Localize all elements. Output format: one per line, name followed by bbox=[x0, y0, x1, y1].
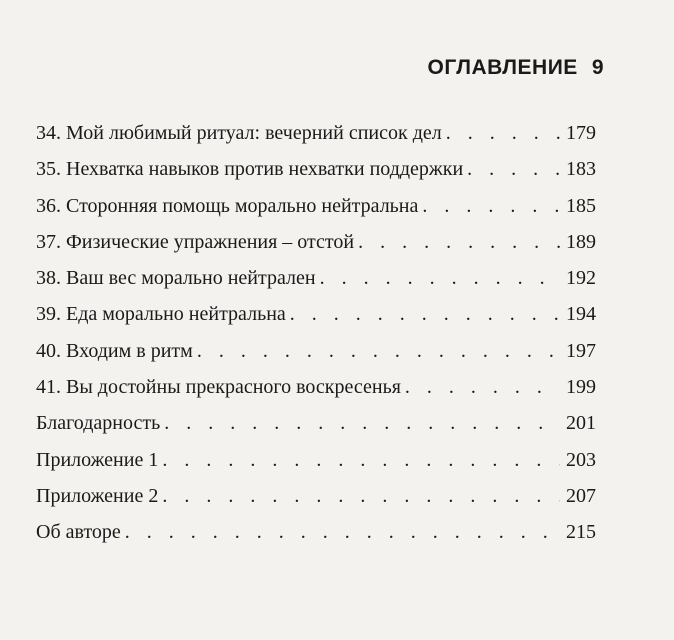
toc-leader-dots bbox=[162, 442, 560, 478]
toc-entry bbox=[36, 188, 596, 224]
toc-entry bbox=[36, 333, 596, 369]
toc-entry-title: Благодарность bbox=[36, 412, 161, 435]
toc-entry-page: 201 bbox=[566, 412, 596, 435]
toc-entry-title: 35. Нехватка навыков против нехватки поддержки bbox=[36, 158, 464, 181]
toc-entry-page: 192 bbox=[566, 267, 596, 290]
toc-entry-title: 37. Физические упражнения – отстой bbox=[36, 230, 355, 253]
toc-entry-title: 41. Вы достойны прекрасного воскресенья bbox=[36, 376, 401, 399]
header-page-number: 9 bbox=[591, 56, 604, 79]
toc-entry-page: 203 bbox=[566, 448, 596, 471]
toc-entry bbox=[36, 405, 596, 441]
toc-entry-page: 194 bbox=[566, 303, 596, 326]
toc-entry bbox=[36, 260, 596, 296]
toc-leader-dots bbox=[125, 514, 560, 550]
toc-leader-dots bbox=[164, 405, 560, 441]
table-of-contents bbox=[36, 115, 596, 551]
toc-entry-page: 183 bbox=[566, 158, 596, 181]
toc-entry-title: 38. Ваш вес морально нейтрален bbox=[36, 267, 316, 290]
toc-leader-dots bbox=[358, 224, 560, 260]
toc-entry bbox=[36, 514, 596, 550]
toc-leader-dots bbox=[422, 188, 560, 224]
toc-entry bbox=[36, 151, 596, 187]
toc-entry-page: 179 bbox=[566, 122, 596, 144]
toc-entry-title: Приложение 1 bbox=[36, 448, 159, 471]
toc-entry-title: Об авторе bbox=[36, 521, 121, 544]
toc-entry-page: 185 bbox=[566, 194, 596, 217]
toc-entry bbox=[36, 296, 596, 332]
toc-leader-dots bbox=[467, 151, 560, 187]
toc-leader-dots bbox=[197, 333, 560, 369]
running-header bbox=[428, 56, 604, 80]
toc-entry bbox=[36, 369, 596, 405]
toc-entry-title: 36. Сторонняя помощь морально нейтральна bbox=[36, 194, 419, 217]
toc-leader-dots bbox=[446, 115, 560, 151]
toc-entry bbox=[36, 224, 596, 260]
toc-entry-title: 39. Еда морально нейтральна bbox=[36, 303, 286, 326]
toc-entry bbox=[36, 478, 596, 514]
header-title: ОГЛАВЛЕНИЕ bbox=[427, 56, 578, 79]
toc-leader-dots bbox=[162, 478, 560, 514]
toc-entry-page: 215 bbox=[566, 521, 596, 544]
toc-entry-page: 189 bbox=[566, 230, 596, 253]
toc-leader-dots bbox=[405, 369, 560, 405]
toc-entry-title: 40. Входим в ритм bbox=[36, 339, 193, 362]
toc-entry bbox=[36, 115, 596, 151]
toc-entry-page: 199 bbox=[566, 376, 596, 399]
toc-entry bbox=[36, 442, 596, 478]
toc-entry-title: Приложение 2 bbox=[36, 484, 159, 507]
toc-entry-page: 207 bbox=[566, 484, 596, 507]
toc-leader-dots bbox=[290, 296, 560, 332]
toc-leader-dots bbox=[320, 260, 560, 296]
toc-entry-page: 197 bbox=[566, 339, 596, 362]
toc-entry-title: 34. Мой любимый ритуал: вечерний список дел bbox=[36, 122, 442, 144]
